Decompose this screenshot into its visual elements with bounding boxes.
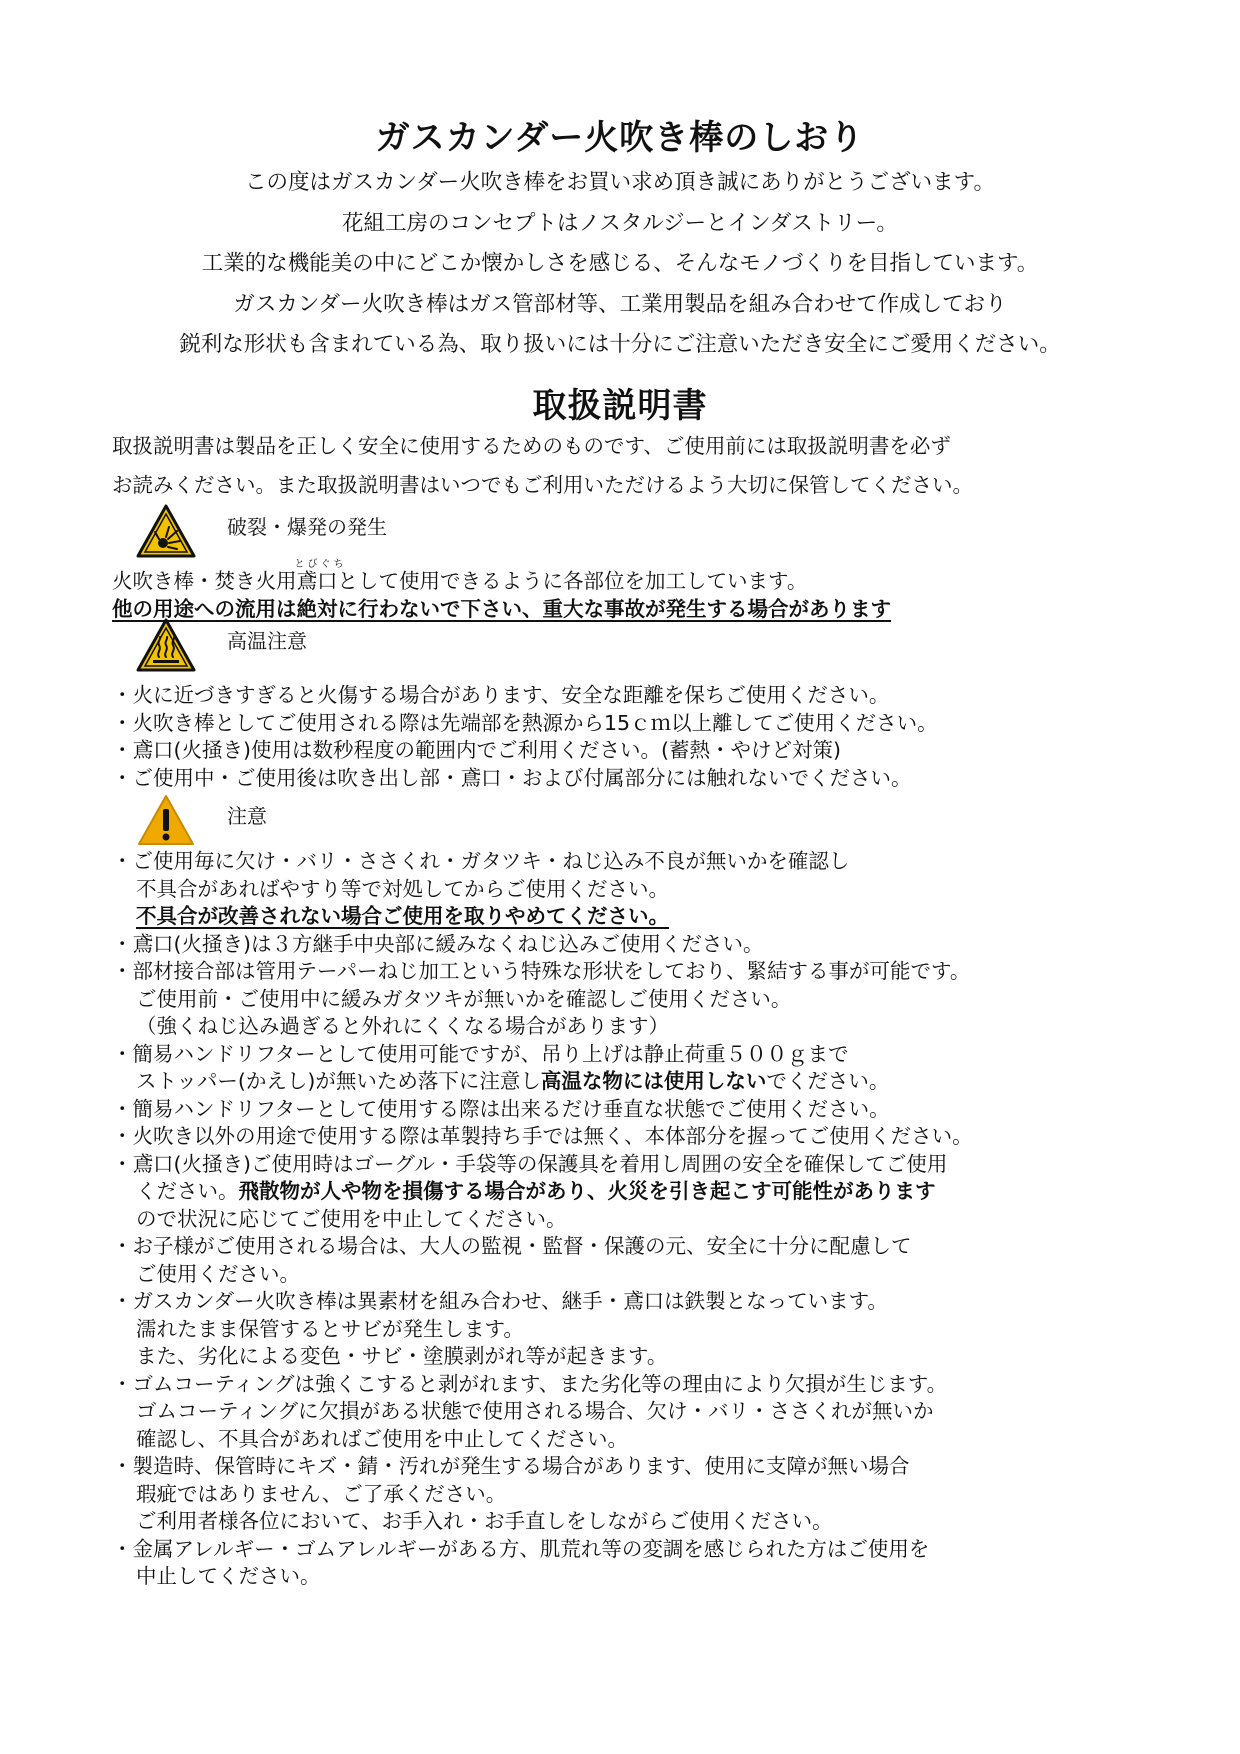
list-item: ・金属アレルギー・ゴムアレルギーがある方、肌荒れ等の変調を感じられた方はご使用を: [112, 1536, 930, 1561]
section-hot-label: 高温注意: [227, 629, 307, 653]
caution-bold-text: 高温な物には使用しない: [540, 1069, 767, 1093]
caution-text: ストッパー(かえし)が無いため落下に注意し: [136, 1069, 541, 1093]
list-item: ・ガスカンダー火吹き棒は異素材を組み合わせ、継手・鳶口は鉄製となっています。: [112, 1289, 888, 1313]
burst-warning-line: 他の用途への流用は絶対に行わないで下さい、重大な事故が発生する場合があります: [112, 596, 891, 621]
intro-paragraph: [0, 163, 1240, 366]
burst-text: として使用できるように各部位を加工しています。: [337, 569, 808, 593]
list-item: ・製造時、保管時にキズ・錆・汚れが発生する場合があります、使用に支障が無い場合: [112, 1454, 910, 1478]
ruby-base: 鳶口: [296, 569, 338, 593]
list-item: ・お子様がご使用される場合は、大人の監視・監督・保護の元、安全に十分に配慮して: [112, 1234, 912, 1258]
caution-text: でください。: [766, 1069, 890, 1093]
list-item: また、劣化による変色・サビ・塗膜剥がれ等が起きます。: [136, 1344, 668, 1368]
section-burst-body: [112, 559, 891, 623]
list-item: ・鳶口(火掻き)ご使用時はゴーグル・手袋等の保護具を着用し周囲の安全を確保してご使用: [112, 1151, 948, 1176]
list-item: ・火吹き棒としてご使用される際は先端部を熱源から15ｃｍ以上離してご使用ください。: [112, 710, 938, 735]
list-item: 不具合があればやすり等で対処してからご使用ください。: [136, 876, 669, 901]
manual-intro: [112, 427, 973, 505]
list-item: 確認し、不具合があればご使用を中止してください。: [136, 1426, 628, 1451]
page-title: ガスカンダー火吹き棒のしおり: [375, 118, 865, 158]
intro-line: 花組工房のコンセプトはノスタルジーとインダストリー。: [342, 210, 898, 236]
list-item: ・ゴムコーティングは強くこすると剥がれます、また劣化等の理由により欠損が生じます。: [112, 1371, 948, 1396]
intro-line: この度はガスカンダー火吹き棒をお買い求め頂き誠にありがとうございます。: [245, 170, 995, 195]
list-item: 中止してください。: [136, 1564, 321, 1588]
exclamation-warning-icon: [135, 792, 197, 848]
list-item: ・火に近づきすぎると火傷する場合があります、安全な距離を保ちご使用ください。: [112, 683, 890, 707]
caution-warning-line: 不具合が改善されない場合ご使用を取りやめてください。: [136, 904, 669, 928]
list-item: ・ご使用毎に欠け・バリ・ささくれ・ガタツキ・ねじ込み不良が無いかを確認し: [112, 849, 850, 873]
list-item: ので状況に応じてご使用を中止してください。: [136, 1206, 567, 1231]
list-item: ・鳶口(火掻き)は３方継手中央部に緩みなくねじ込みご使用ください。: [112, 931, 764, 956]
list-item: ・ご使用中・ご使用後は吹き出し部・鳶口・および付属部分には触れないでください。: [112, 765, 912, 790]
caution-bold-text: 飛散物が人や物を損傷する場合があり、火災を引き起こす可能性があります: [238, 1179, 936, 1203]
hot-surface-warning-icon: [135, 617, 197, 673]
caution-text: ください。: [136, 1179, 239, 1203]
section-hot-list: [112, 682, 938, 792]
list-item: 瑕疵ではありません、ご了承ください。: [136, 1481, 507, 1506]
list-item: ・簡易ハンドリフターとして使用する際は出来るだけ垂直な状態でご使用ください。: [112, 1096, 890, 1121]
explosion-warning-icon: [135, 503, 197, 559]
list-item: ・簡易ハンドリフターとして使用可能ですが、吊り上げは静止荷重５００ｇまで: [112, 1041, 849, 1066]
intro-line: 工業的な機能美の中にどこか懐かしさを感じる、そんなモノづくりを目指しています。: [201, 251, 1039, 276]
burst-line-1: [112, 559, 891, 596]
list-item: ご使用ください。: [136, 1261, 300, 1286]
list-item: ゴムコーティングに欠損がある状態で使用される場合、欠け・バリ・ささくれが無いか: [136, 1399, 934, 1423]
list-item: ご使用前・ご使用中に緩みガタツキが無いかを確認しご使用ください。: [136, 986, 792, 1011]
section-caution-list: [112, 848, 973, 1591]
section-burst-label: 破裂・爆発の発生: [227, 515, 387, 539]
intro-line: ガスカンダー火吹き棒はガス管部材等、工業用製品を組み合わせて作成しており: [233, 291, 1007, 317]
list-item: ご利用者様各位において、お手入れ・お手直しをしながらご使用ください。: [136, 1509, 833, 1533]
list-item: ・部材接合部は管用テーパーねじ加工という特殊な形状をしており、緊結する事が可能です。: [112, 959, 971, 983]
list-item: 濡れたまま保管するとサビが発生します。: [136, 1316, 524, 1341]
ruby-tobiguchi: [294, 559, 347, 596]
manual-intro-line: 取扱説明書は製品を正しく安全に使用するためのものです、ご使用前には取扱説明書を必ず: [112, 434, 951, 458]
list-item: ・鳶口(火掻き)使用は数秒程度の範囲内でご利用ください。(蓄熱・やけど対策): [112, 738, 841, 762]
list-item: [112, 1068, 973, 1096]
manual-title: 取扱説明書: [532, 386, 708, 426]
section-caution-label: 注意: [227, 804, 267, 828]
burst-text: 火吹き棒・焚き火用: [112, 569, 297, 593]
list-item: ・火吹き以外の用途で使用する際は革製持ち手では無く、本体部分を握ってご使用ください。: [112, 1124, 973, 1148]
list-item: [112, 1178, 973, 1206]
ruby-reading: とびぐち: [294, 559, 347, 570]
list-item: （強くねじ込み過ぎると外れにくくなる場合があります）: [136, 1014, 669, 1038]
intro-line: 鋭利な形状も含まれている為、取り扱いには十分にご注意いただき安全にご愛用ください。: [179, 332, 1061, 357]
manual-intro-line: お読みください。また取扱説明書はいつでもご利用いただけるよう大切に保管してください。: [112, 473, 973, 497]
